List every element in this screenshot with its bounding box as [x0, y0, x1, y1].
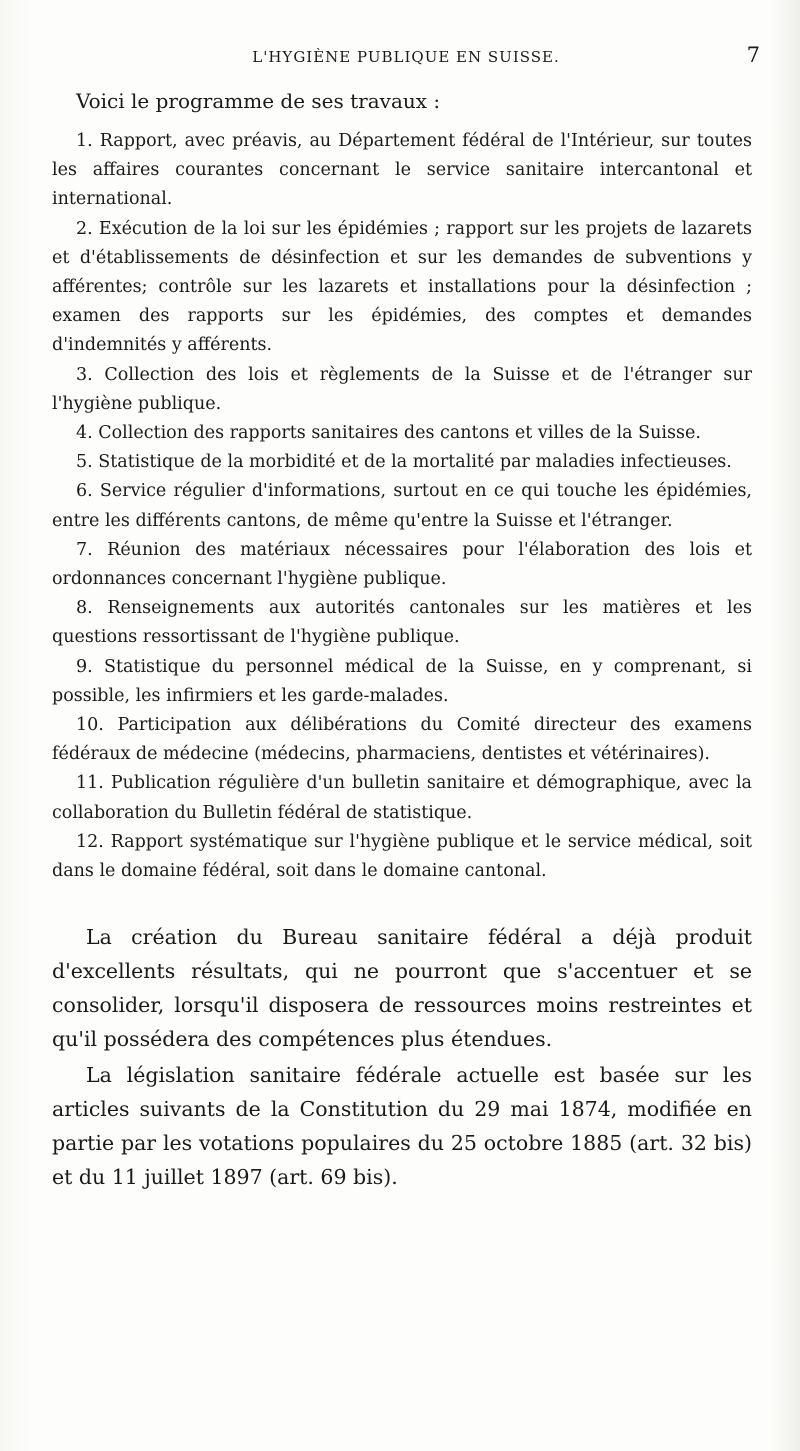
paragraph-bureau-sanitaire: La création du Bureau sanitaire fédéral a déjà produit d'excellents résultats, qui ne pourront que s'accentuer et se consolider, lorsqu'il disposera de ressources moins restreintes et qu'il possédera des compétences plus étendues.	[52, 925, 752, 1052]
paragraph-legislation: La législation sanitaire fédérale actuelle est basée sur les articles suivants de la Constitution du 29 mai 1874, modifiée en partie par les votations populaires du 25 octobre 1885 (art. 32 bis) et du 11 juillet 1897 (art. 69 bis).	[52, 1063, 752, 1190]
running-title: L'HYGIÈNE PUBLIQUE EN SUISSE.	[252, 48, 560, 66]
program-item-9: 9. Statistique du personnel médical de la Suisse, en y comprenant, si possible, les infirmiers et les garde-malades.	[52, 656, 752, 706]
program-item-4: 4. Collection des rapports sanitaires des cantons et villes de la Suisse.	[76, 423, 701, 444]
program-item-5: 5. Statistique de la morbidité et de la mortalité par maladies infectieuses.	[76, 452, 732, 473]
page-number: 7	[746, 43, 760, 67]
program-item-10: 10. Participation aux délibérations du Comité directeur des examens fédéraux de médecine (médecins, pharmaciens, dentistes et vétérinaires).	[52, 715, 752, 765]
page-body	[52, 86, 752, 1194]
program-item-3: 3. Collection des lois et règlements de la Suisse et de l'étranger sur l'hygiène publique.	[52, 364, 752, 414]
page-header	[52, 43, 760, 72]
program-intro: Voici le programme de ses travaux :	[76, 89, 441, 113]
program-list	[52, 127, 752, 886]
program-item-6: 6. Service régulier d'informations, surtout en ce qui touche les épidémies, entre les différents cantons, de même qu'entre la Suisse et l'étranger.	[52, 481, 752, 531]
program-item-1: 1. Rapport, avec préavis, au Département fédéral de l'Intérieur, sur toutes les affaires courantes concernant le service sanitaire intercantonal et international.	[52, 131, 752, 210]
program-item-8: 8. Renseignements aux autorités cantonales sur les matières et les questions ressortissant de l'hygiène publique.	[52, 598, 752, 648]
program-item-11: 11. Publication régulière d'un bulletin sanitaire et démographique, avec la collaboration du Bulletin fédéral de statistique.	[52, 773, 752, 823]
program-item-7: 7. Réunion des matériaux nécessaires pour l'élaboration des lois et ordonnances concernant l'hygiène publique.	[52, 539, 752, 590]
program-item-2: 2. Exécution de la loi sur les épidémies ; rapport sur les projets de lazarets et d'établissements de désinfection et sur les demandes de subventions y afférentes; contrôle sur les lazarets et installations pour la désinfection ; examen des rapports sur les épidémies, des comptes et demandes d'indemnités y afférents.	[52, 218, 752, 356]
program-item-12: 12. Rapport systématique sur l'hygiène publique et le service médical, soit dans le domaine fédéral, soit dans le domaine cantonal.	[52, 831, 752, 882]
